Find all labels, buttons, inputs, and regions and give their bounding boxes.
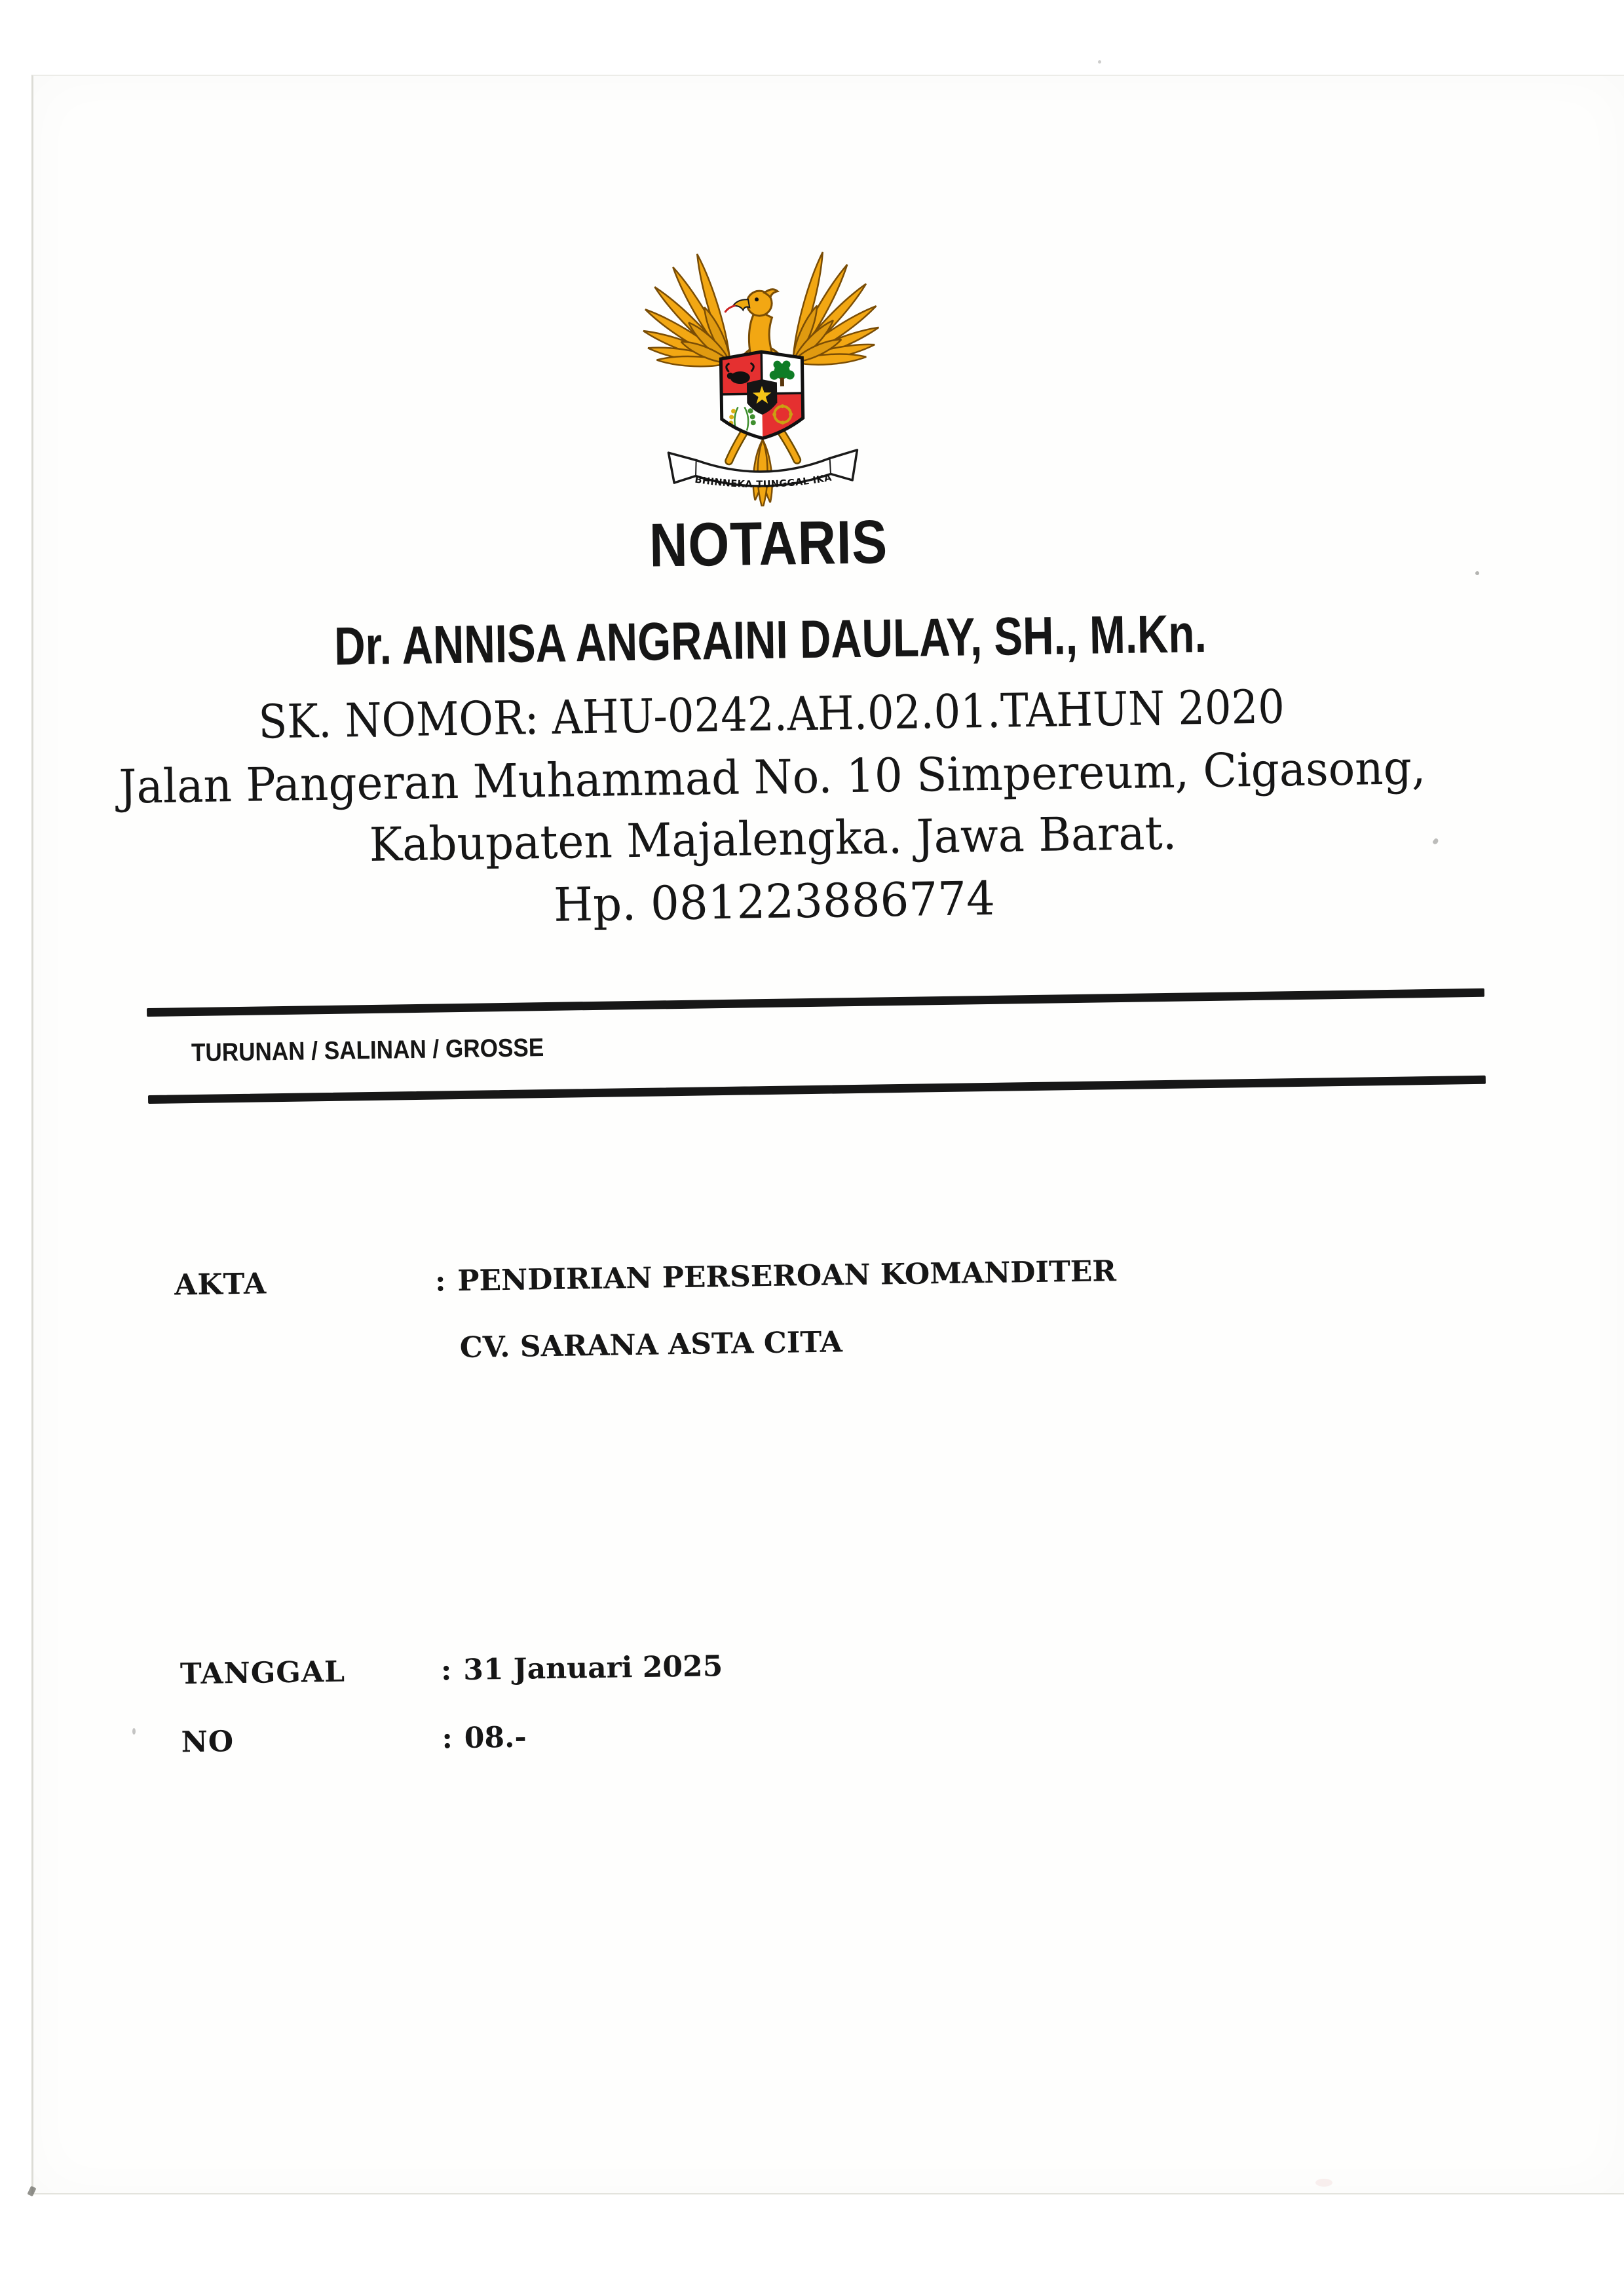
sk-number: SK. NOMOR: AHU-0242.AH.02.01.TAHUN 2020 bbox=[257, 679, 1285, 749]
document-title: NOTARIS bbox=[649, 507, 889, 580]
notary-name: Dr. ANNISA ANGRAINI DAULAY, SH., M.Kn. bbox=[333, 604, 1207, 677]
scan-speck bbox=[132, 1728, 136, 1735]
no-value bbox=[442, 1720, 527, 1756]
akta-value bbox=[434, 1254, 1117, 1298]
address-line-2: Kabupaten Majalengka. Jawa Barat. bbox=[369, 805, 1178, 872]
emblem-banner-text: BHINNEKA TUNGGAL IKA bbox=[694, 472, 833, 491]
no-label: NO bbox=[181, 1725, 235, 1760]
tanggal-separator: : bbox=[440, 1653, 452, 1687]
garuda-tongue bbox=[725, 306, 734, 312]
akta-separator: : bbox=[434, 1264, 446, 1298]
phone-number: Hp. 081223886774 bbox=[553, 871, 996, 932]
pancasila-shield bbox=[721, 351, 803, 440]
scan-speck bbox=[1475, 571, 1479, 575]
divider-line-bottom bbox=[148, 1076, 1486, 1104]
no-separator: : bbox=[442, 1722, 453, 1756]
garuda-pancasila-emblem bbox=[628, 223, 894, 508]
tanggal-label: TANGGAL bbox=[179, 1655, 346, 1691]
akta-value-line2: CV. SARANA ASTA CITA bbox=[459, 1325, 843, 1365]
tanggal-value-text: 31 Januari 2025 bbox=[463, 1649, 723, 1687]
address-line-1: Jalan Pangeran Muhammad No. 10 Simpereum, Cigasong, bbox=[118, 740, 1426, 814]
akta-value-line1: PENDIRIAN PERSEROAN KOMANDITER bbox=[457, 1254, 1117, 1298]
akta-label: AKTA bbox=[174, 1267, 267, 1302]
scan-speck bbox=[1098, 60, 1101, 64]
tanggal-value bbox=[440, 1649, 723, 1687]
scan-speck bbox=[1315, 2179, 1332, 2187]
copy-type-label: TURUNAN / SALINAN / GROSSE bbox=[191, 1034, 544, 1068]
divider-line-top bbox=[147, 988, 1484, 1017]
no-value-text: 08.- bbox=[464, 1720, 527, 1755]
